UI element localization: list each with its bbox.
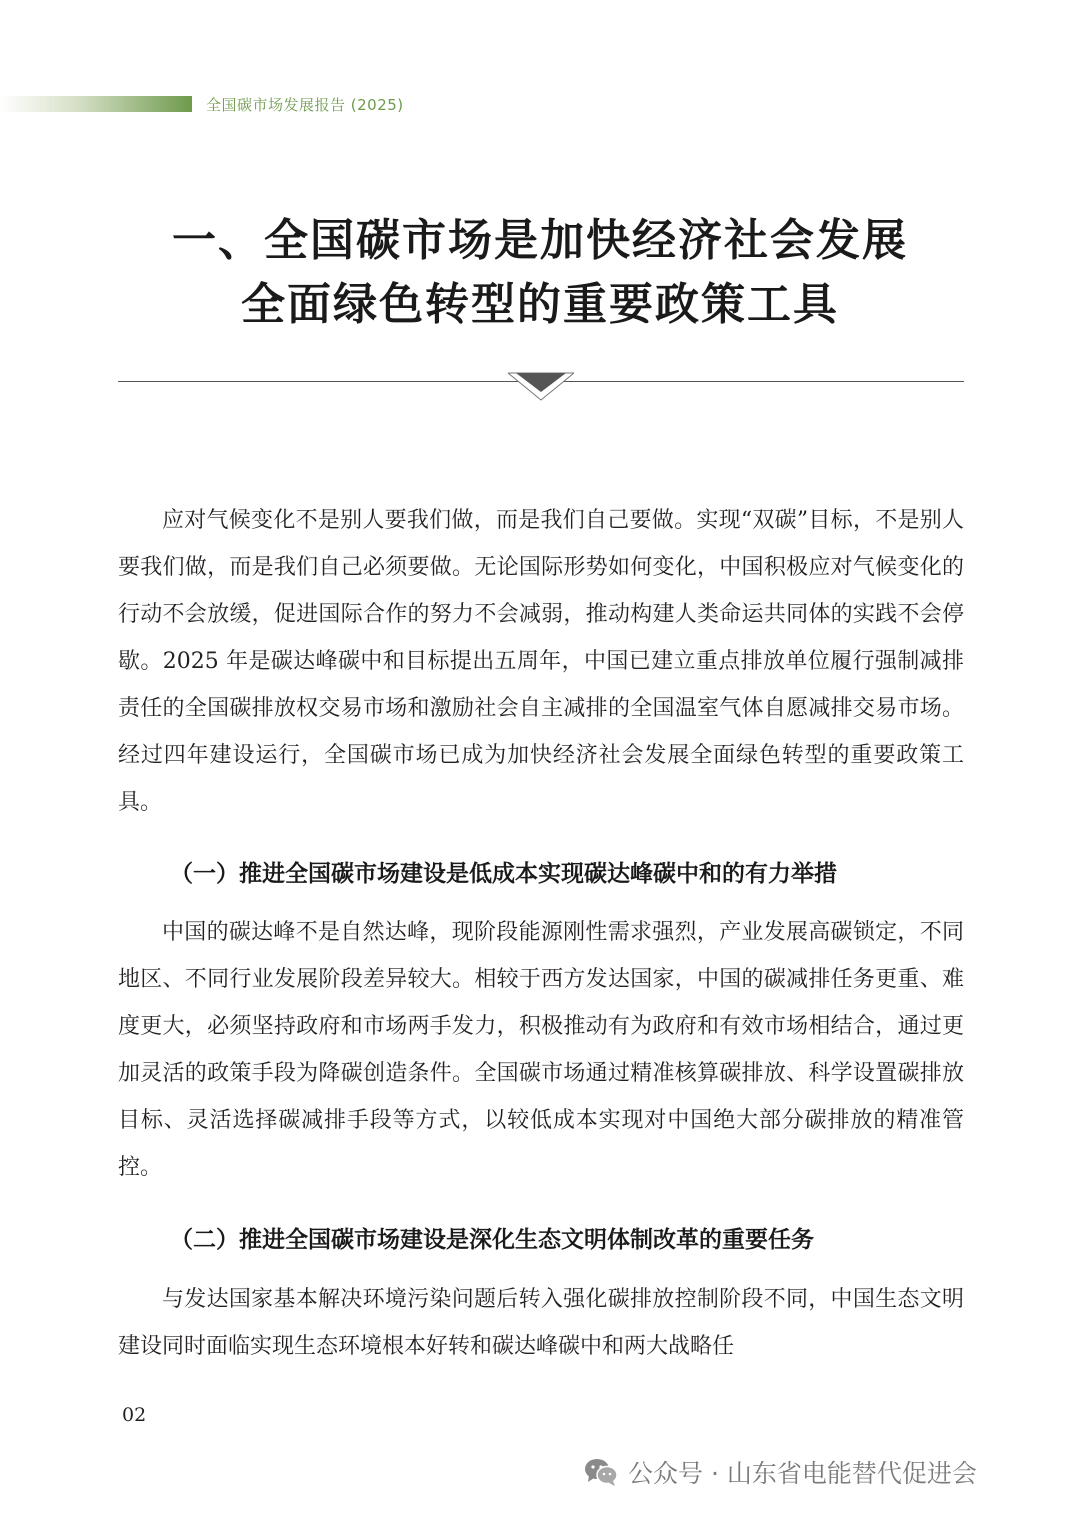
running-header-title: 全国碳市场发展报告 (2025) (206, 96, 404, 114)
wechat-icon (584, 1457, 618, 1487)
watermark (584, 1454, 977, 1490)
chapter-title-line-1: 一、全国碳市场是加快经济社会发展 (172, 215, 908, 266)
page-number: 02 (122, 1404, 147, 1426)
chapter-title-line-2: 全面绿色转型的重要政策工具 (241, 279, 839, 330)
divider-notch-icon (508, 372, 574, 404)
header-accent-band (0, 96, 192, 112)
section-heading-1: （一）推进全国碳市场建设是低成本实现碳达峰碳中和的有力举措 (170, 861, 837, 887)
paragraph-intro: 应对气候变化不是别人要我们做，而是我们自己要做。实现“双碳”目标，不是别人要我们做，而是我们自己必须要做。无论国际形势如何变化，中国积极应对气候变化的行动不会放缓，促进国际合作的努力不会减弱，推动构建人类命运共同体的实践不会停歇。2025 年是碳达峰碳中和目标提出五周年，中国已建立重点排放单位履行强制减排责任的全国碳排放权交易市场和激励社会自主减排的全国温室气体自愿减排交易市场。经过四年建设运行，全国碳市场已成为加快经济社会发展全面绿色转型的重要政策工具。 (118, 508, 964, 815)
section-heading-2: （二）推进全国碳市场建设是深化生态文明体制改革的重要任务 (170, 1227, 814, 1253)
watermark-text: 公众号 · 山东省电能替代促进会 (628, 1459, 977, 1488)
paragraph-section-2: 与发达国家基本解决环境污染问题后转入强化碳排放控制阶段不同，中国生态文明建设同时面临实现生态环境根本好转和碳达峰碳中和两大战略任 (118, 1287, 964, 1359)
paragraph-section-1: 中国的碳达峰不是自然达峰，现阶段能源刚性需求强烈，产业发展高碳锁定，不同地区、不同行业发展阶段差异较大。相较于西方发达国家，中国的碳减排任务更重、难度更大，必须坚持政府和市场两手发力，积极推动有为政府和有效市场相结合，通过更加灵活的政策手段为降碳创造条件。全国碳市场通过精准核算碳排放、科学设置碳排放目标、灵活选择碳减排手段等方式，以较低成本实现对中国绝大部分碳排放的精准管控。 (118, 920, 964, 1180)
